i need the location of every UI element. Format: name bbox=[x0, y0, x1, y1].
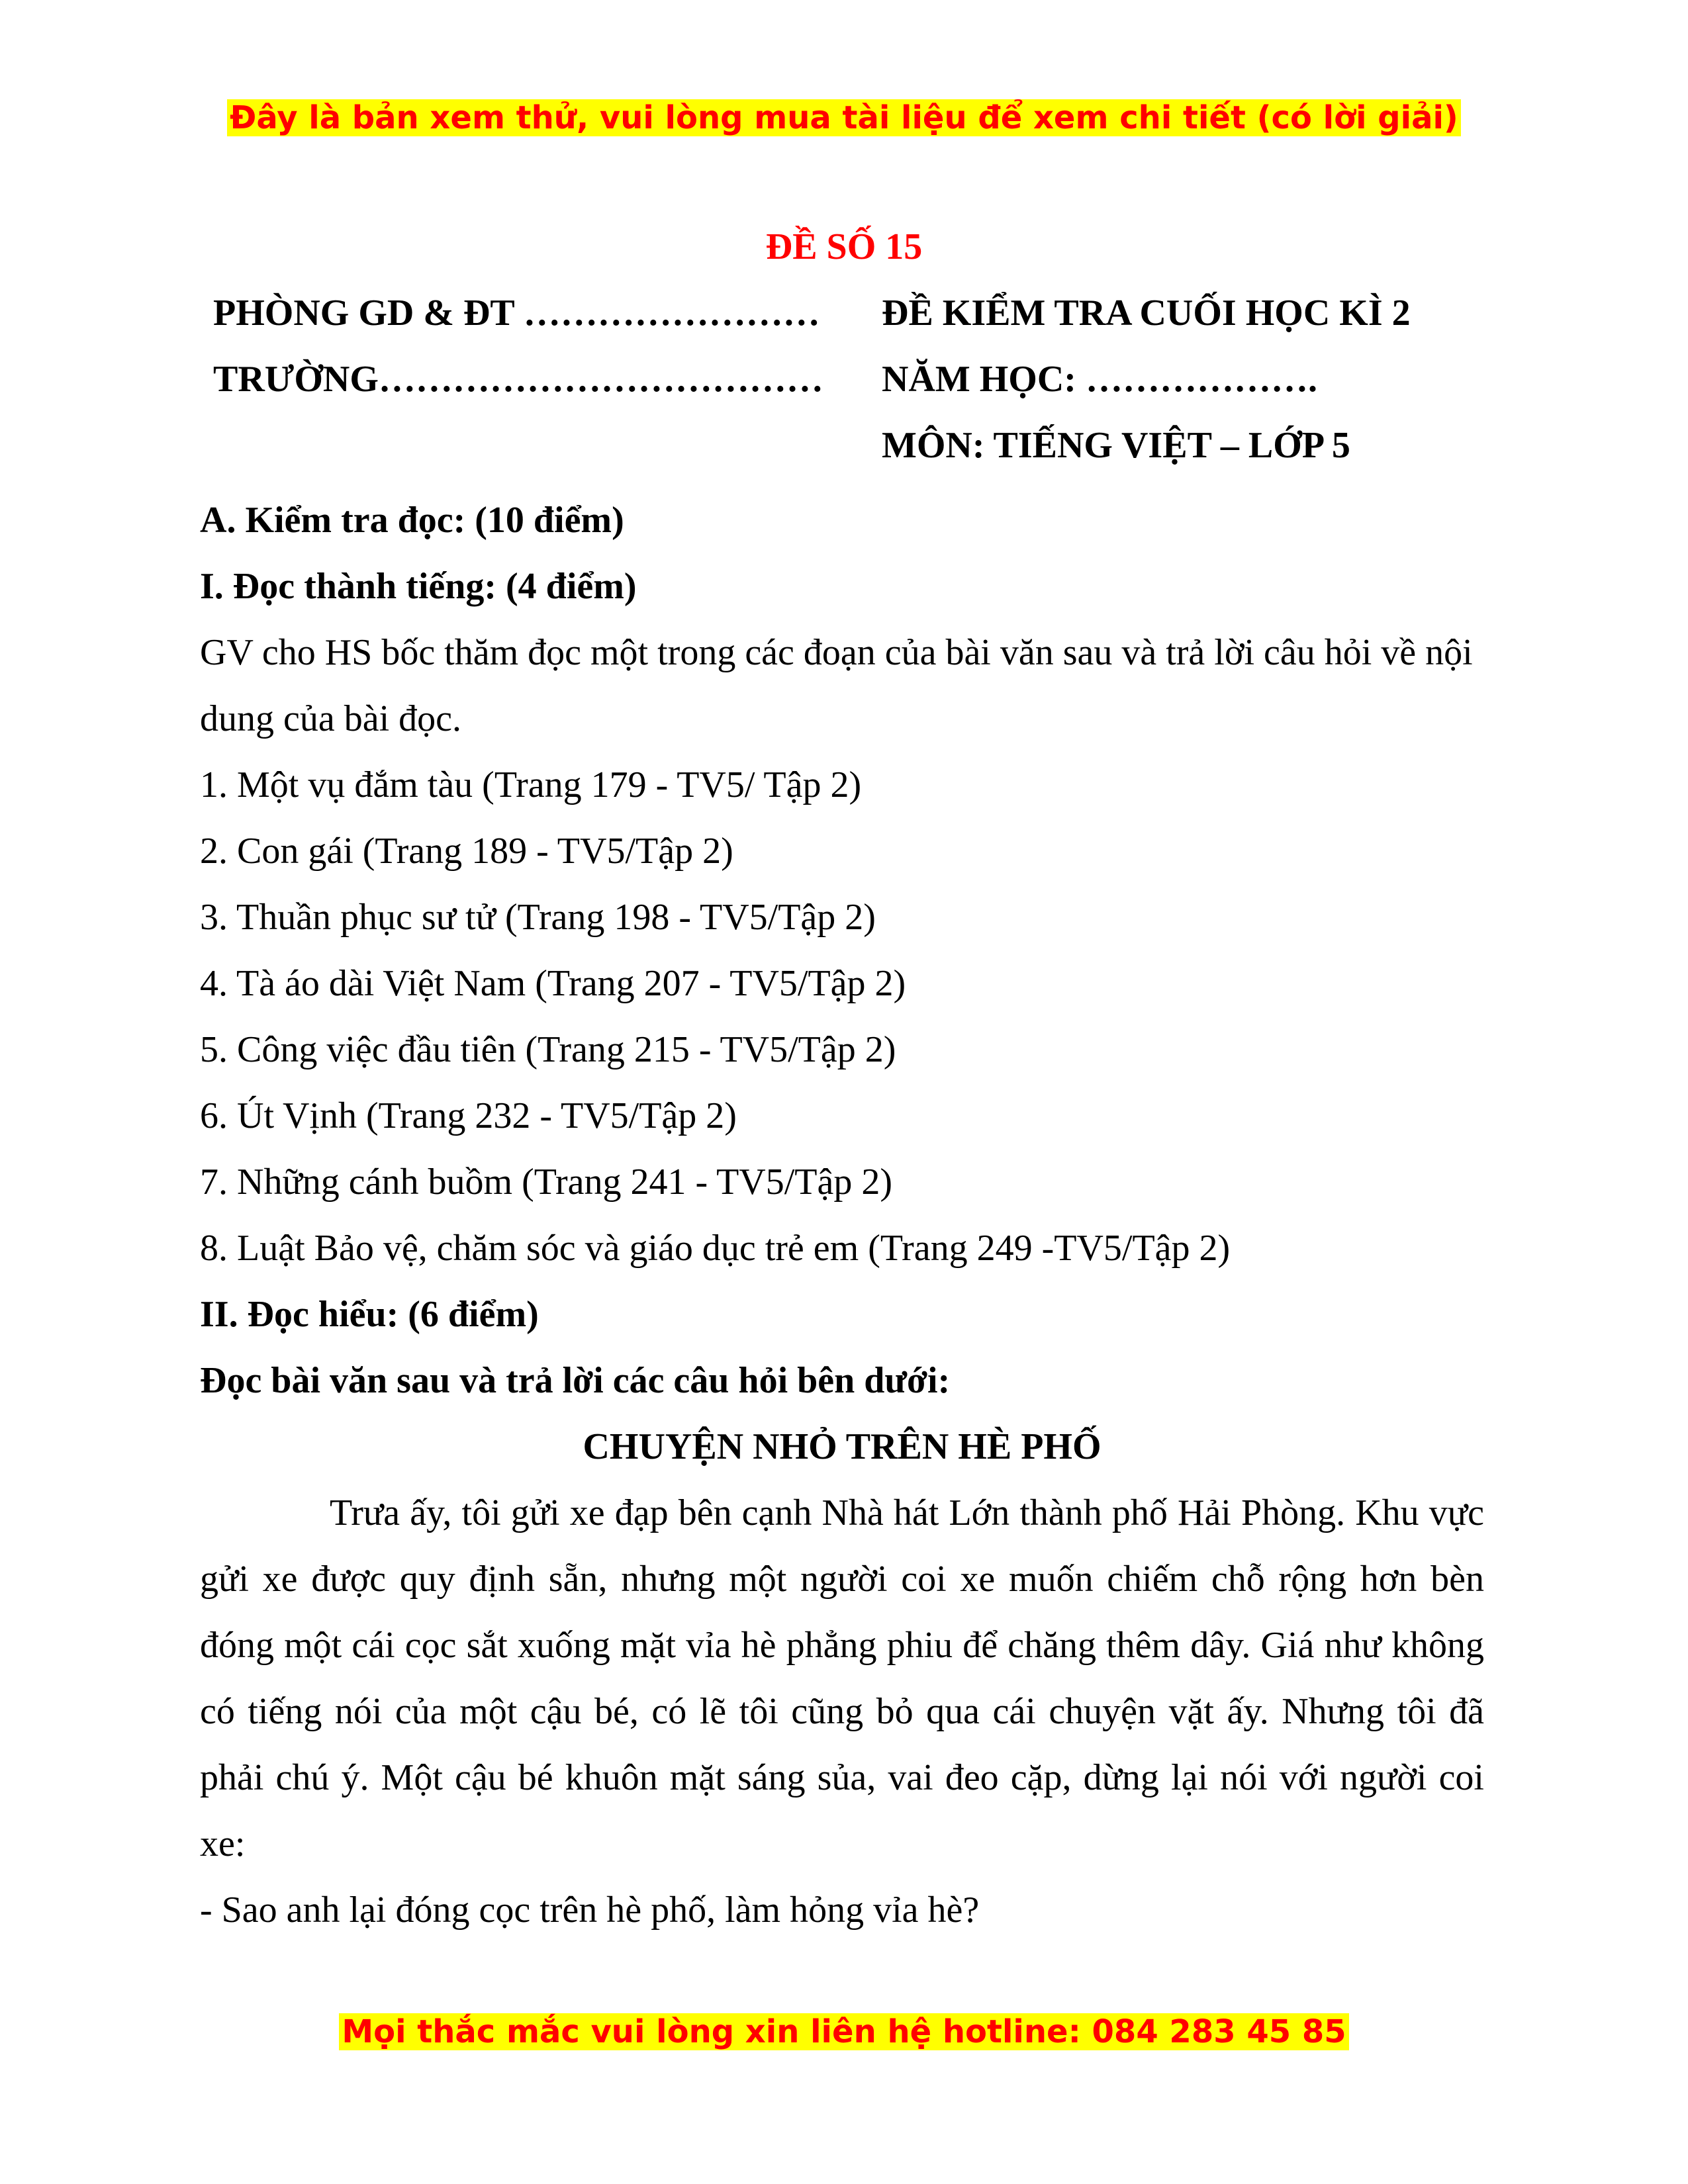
section-a-heading: A. Kiểm tra đọc: (10 điểm) bbox=[200, 500, 624, 541]
reading-list-item: 7. Những cánh buồm (Trang 241 - TV5/Tập 2) bbox=[200, 1161, 893, 1203]
preview-notice-banner bbox=[0, 98, 1688, 138]
header-subject: MÔN: TIẾNG VIỆT – LỚP 5 bbox=[882, 425, 1350, 466]
section-ii-heading: II. Đọc hiểu: (6 điểm) bbox=[200, 1294, 539, 1335]
hotline-banner bbox=[0, 2012, 1688, 2052]
story-title: CHUYỆN NHỎ TRÊN HÈ PHỐ bbox=[583, 1426, 1102, 1467]
hotline-text: Mọi thắc mắc vui lòng xin liên hệ hotline: 084 283 45 85 bbox=[339, 2013, 1348, 2050]
header-department: PHÒNG GD & ĐT …………………… bbox=[213, 293, 820, 334]
section-i-heading: I. Đọc thành tiếng: (4 điểm) bbox=[200, 566, 637, 607]
header-school: TRƯỜNG……………………………… bbox=[213, 359, 823, 400]
story-dialogue: - Sao anh lại đóng cọc trên hè phố, làm hỏng vỉa hè? bbox=[200, 1889, 980, 1931]
exam-number-title: ĐỀ SỐ 15 bbox=[765, 226, 923, 267]
story-paragraph: Trưa ấy, tôi gửi xe đạp bên cạnh Nhà hát Lớn thành phố Hải Phòng. Khu vực gửi xe được quy định sẵn, nhưng một người coi xe muốn chiếm chỗ rộng hơn bèn đóng một cái cọc sắt xuống mặt vỉa hè phẳng phiu để chăng thêm dây. Giá như không có tiếng nói của một cậu bé, có lẽ tôi cũng bỏ qua cái chuyện vặt ấy. Nhưng tôi đã phải chú ý. Một cậu bé khuôn mặt sáng sủa, vai đeo cặp, dừng lại nói với người coi xe: bbox=[200, 1492, 1484, 1864]
reading-list-item: 5. Công việc đầu tiên (Trang 215 - TV5/Tập 2) bbox=[200, 1029, 896, 1070]
reading-instruction: Đọc bài văn sau và trả lời các câu hỏi bên dưới: bbox=[200, 1360, 951, 1401]
instruction-text: GV cho HS bốc thăm đọc một trong các đoạn của bài văn sau và trả lời câu hỏi về nội dung của bài đọc. bbox=[200, 632, 1473, 739]
reading-list-item: 2. Con gái (Trang 189 - TV5/Tập 2) bbox=[200, 831, 733, 872]
reading-list-item: 8. Luật Bảo vệ, chăm sóc và giáo dục trẻ em (Trang 249 -TV5/Tập 2) bbox=[200, 1228, 1231, 1269]
document-body bbox=[200, 487, 1484, 1943]
header-exam-type: ĐỀ KIỂM TRA CUỐI HỌC KÌ 2 bbox=[882, 293, 1411, 334]
preview-notice-text: Đây là bản xem thử, vui lòng mua tài liệu để xem chi tiết (có lời giải) bbox=[227, 99, 1461, 136]
reading-list-item: 4. Tà áo dài Việt Nam (Trang 207 - TV5/Tập 2) bbox=[200, 963, 906, 1004]
reading-list-item: 1. Một vụ đắm tàu (Trang 179 - TV5/ Tập 2) bbox=[200, 764, 862, 805]
header-school-year: NĂM HỌC: ………………. bbox=[882, 359, 1317, 400]
reading-list-item: 6. Út Vịnh (Trang 232 - TV5/Tập 2) bbox=[200, 1095, 737, 1136]
reading-list-item: 3. Thuần phục sư tử (Trang 198 - TV5/Tập 2) bbox=[200, 897, 876, 938]
